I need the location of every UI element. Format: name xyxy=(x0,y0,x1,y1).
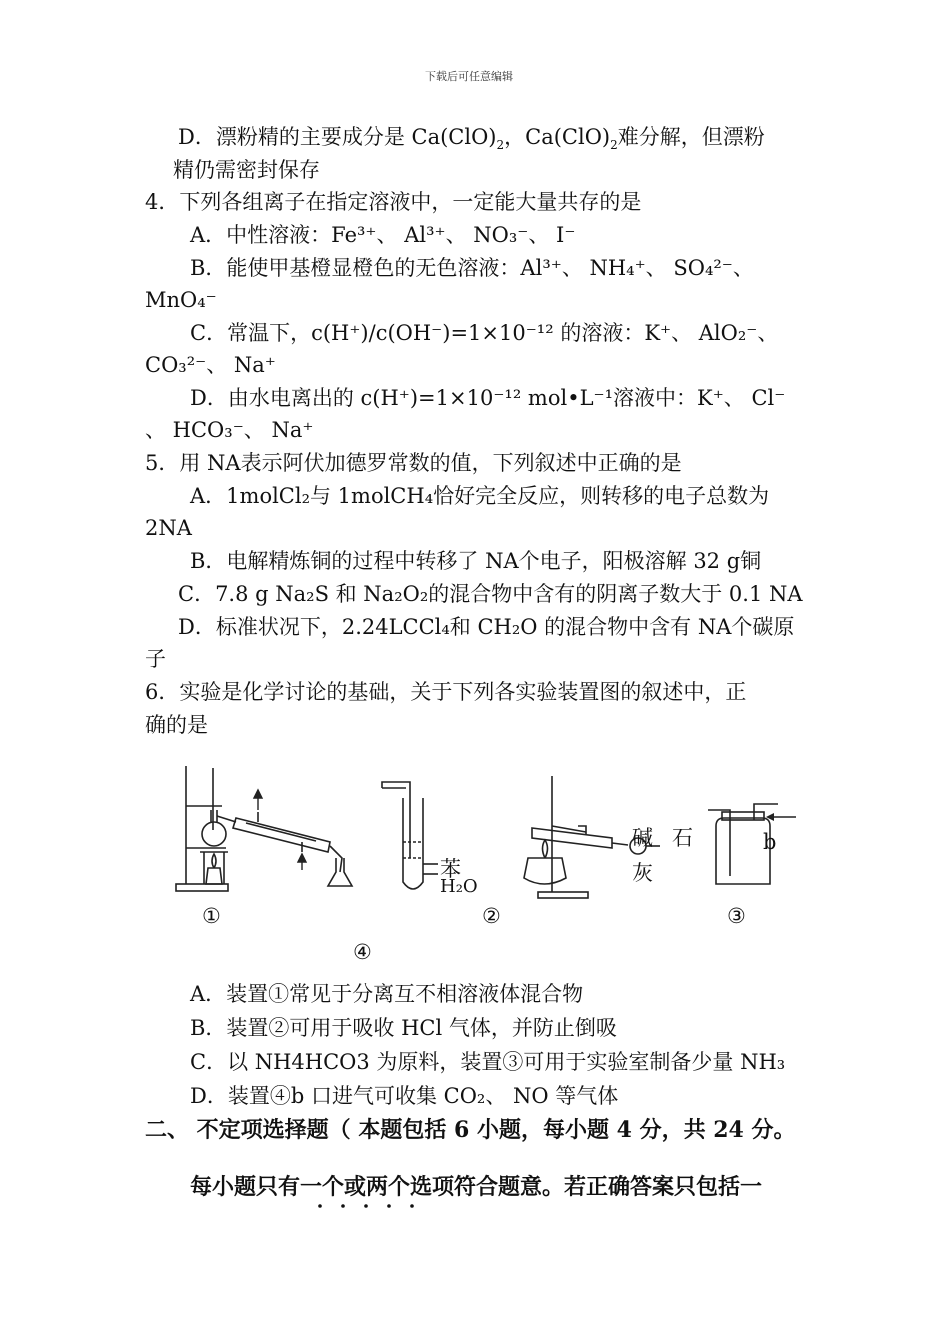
q5-option-a-line1: A．1molCl₂与 1molCH₄恰好完全反应，则转移的电子总数为 xyxy=(190,484,770,508)
q6-stem-line1: 6．实验是化学讨论的基础，关于下列各实验装置图的叙述中，正 xyxy=(145,680,747,704)
q3-option-d-line1: D．漂粉精的主要成分是 $Ca(ClO)_2$，$Ca(ClO)_2$难分解，但漂粉 xyxy=(178,125,765,153)
q5-stem: 5．用 NA表示阿伏加德罗常数的值，下列叙述中正确的是 xyxy=(145,451,682,475)
q4-option-a: A．中性溶液：Fe³⁺、 Al³⁺、 NO₃⁻、 I⁻ xyxy=(190,223,576,247)
q4-option-c-line2: CO₃²⁻、 Na⁺ xyxy=(145,353,276,377)
q5-option-a-line2: 2NA xyxy=(145,516,192,540)
page-header: 下载后可任意编辑 xyxy=(425,70,513,83)
q5-option-b: B．电解精炼铜的过程中转移了 NA个电子，阳极溶解 32 g铜 xyxy=(190,549,762,573)
q4-option-b-line1: B．能使甲基橙显橙色的无色溶液：Al³⁺、 NH₄⁺、 SO₄²⁻、 xyxy=(190,256,754,280)
apparatus-number-2: ② xyxy=(482,904,501,928)
label-soda-lime-3: 灰 xyxy=(632,861,653,885)
q4-option-d-line1: D．由水电离出的 c(H⁺)=1×10⁻¹² mol•L⁻¹溶液中：K⁺、 Cl⁻ xyxy=(190,386,786,410)
q6-option-b: B．装置②可用于吸收 HCl 气体，并防止倒吸 xyxy=(190,1016,617,1040)
apparatus-number-1: ① xyxy=(202,904,221,928)
distillation-apparatus xyxy=(176,766,352,891)
gas-collection-bottle xyxy=(708,804,796,884)
q6-stem-line2: 确的是 xyxy=(145,713,208,737)
q4-option-d-line2: 、 HCO₃⁻、 Na⁺ xyxy=(145,418,314,442)
label-soda-lime-2: 石 xyxy=(672,826,693,850)
q4-stem: 4．下列各组离子在指定溶液中，一定能大量共存的是 xyxy=(145,190,642,214)
label-soda-lime-1: 碱 xyxy=(632,826,653,850)
q5-option-d-line1: D．标准状况下，2.24LCCl₄和 CH₂O 的混合物中含有 NA个碳原 xyxy=(178,615,795,639)
q6-option-d: D．装置④b 口进气可收集 CO₂、 NO 等气体 xyxy=(190,1084,619,1108)
q6-option-c: C．以 NH4HCO3 为原料，装置③可用于实验室制备少量 NH₃ xyxy=(190,1050,786,1074)
section2-instruction: 每小题只有一个或两个选项符合题意。若正确答案只包括一 xyxy=(190,1174,763,1200)
label-benzene: 苯 xyxy=(440,857,461,881)
test-tube-apparatus xyxy=(382,782,438,889)
label-inlet-b: b xyxy=(763,830,777,854)
apparatus-number-3: ③ xyxy=(727,904,746,928)
q5-option-c: C．7.8 g Na₂S 和 Na₂O₂的混合物中含有的阴离子数大于 0.1 NA xyxy=(178,582,803,606)
q4-option-c-line1: C．常温下，c(H⁺)/c(OH⁻)=1×10⁻¹² 的溶液：K⁺、 AlO₂⁻、 xyxy=(190,321,779,345)
apparatus-number-4: ④ xyxy=(353,940,372,964)
label-water: H₂O xyxy=(440,876,478,897)
q4-option-b-line2: MnO₄⁻ xyxy=(145,288,217,312)
q3-option-d-line2: 精仍需密封保存 xyxy=(173,158,320,182)
q6-option-a: A．装置①常见于分离互不相溶液体混合物 xyxy=(190,982,584,1006)
section2-title: 二、 不定项选择题（ 本题包括 6 小题，每小题 4 分，共 24 分。 xyxy=(145,1117,796,1143)
q5-option-d-line2: 子 xyxy=(145,647,166,671)
